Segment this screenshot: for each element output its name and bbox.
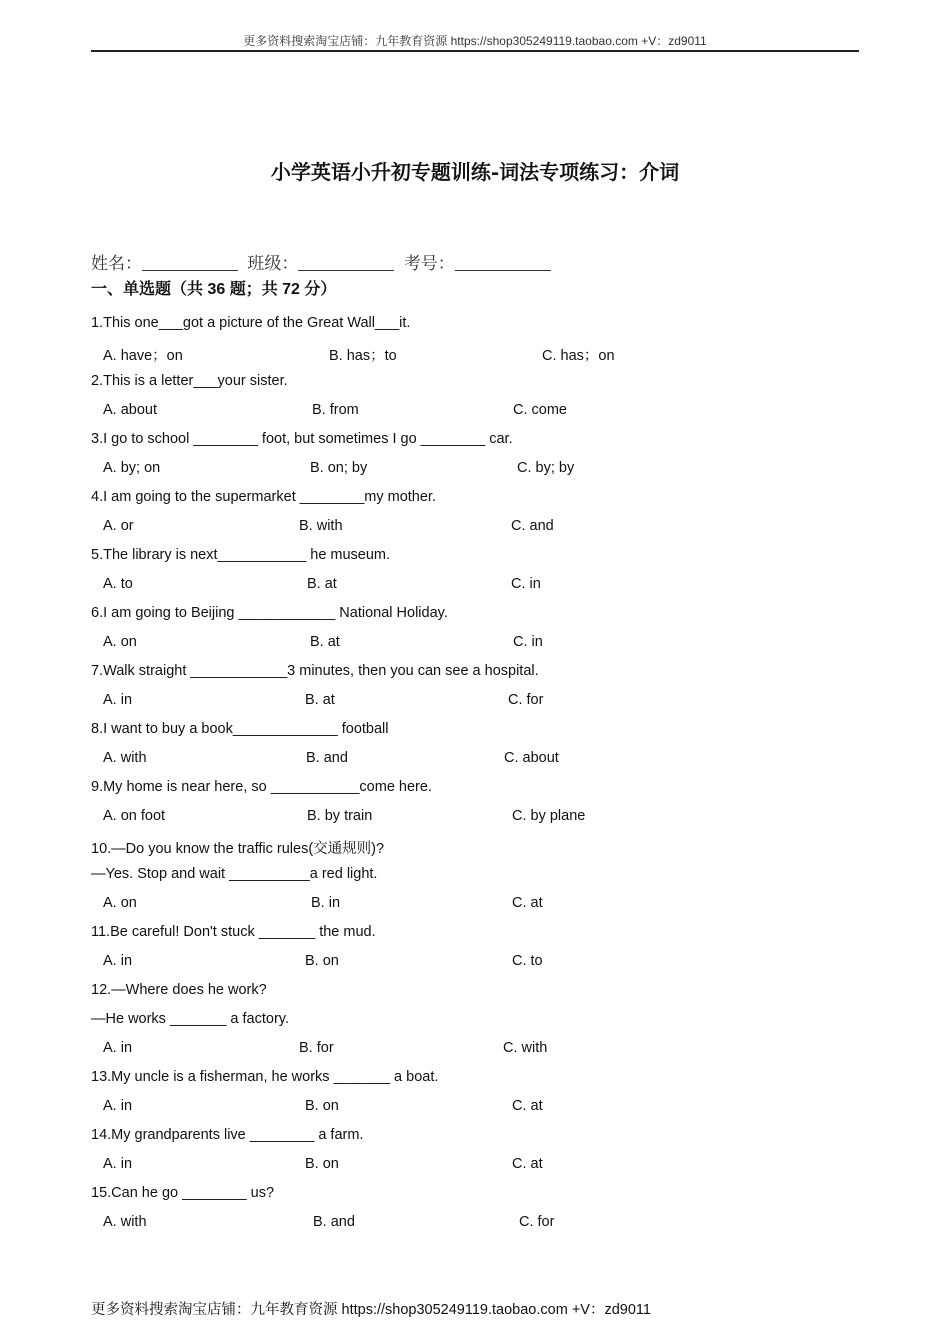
answer-option-b: B. by train [307, 808, 373, 824]
question-subline: —Yes. Stop and wait __________a red light. [91, 866, 378, 882]
question-text: 5.The library is next___________ he museum. [91, 547, 391, 563]
document-title: 小学英语小升初专题训练-词法专项练习：介词 [270, 160, 680, 184]
answer-option-a: A. in [103, 1098, 133, 1114]
exam-number-blank [455, 254, 551, 271]
answer-option-b: B. at [310, 634, 340, 650]
answer-option-a: A. with [103, 1214, 147, 1230]
answer-option-c: C. to [512, 953, 543, 969]
question-text: 9.My home is near here, so ___________come here. [91, 779, 432, 795]
question-text: 11.Be careful! Don't stuck _______ the mud. [91, 924, 376, 940]
question-text: 15.Can he go ________ us? [91, 1185, 275, 1201]
answer-option-b: B. on [305, 1098, 339, 1114]
answer-option-c: C. by plane [512, 808, 586, 824]
answer-option-b: B. in [311, 895, 341, 911]
answer-option-b: B. on; by [310, 460, 368, 476]
question-text: 14.My grandparents live ________ a farm. [91, 1127, 364, 1143]
answer-option-c: C. at [512, 1098, 543, 1114]
answer-option-a: A. on [103, 634, 137, 650]
question-subline: —He works _______ a factory. [91, 1011, 289, 1027]
answer-option-a: A. in [103, 1040, 133, 1056]
answer-option-b: B. and [313, 1214, 355, 1230]
answer-option-b: B. from [312, 402, 359, 418]
answer-option-a: A. in [103, 1156, 133, 1172]
answer-option-b: B. for [299, 1040, 334, 1056]
question-text: 6.I am going to Beijing ____________ National Holiday. [91, 605, 448, 621]
class-label: 班级： [247, 254, 299, 274]
answer-option-a: A. have；on [103, 348, 183, 364]
answer-option-b: B. with [299, 518, 343, 534]
answer-option-c: C. at [512, 1156, 543, 1172]
exam-number-label: 考号： [403, 254, 455, 274]
page-footer [91, 1298, 651, 1319]
answer-option-c: C. has；on [542, 348, 615, 364]
answer-option-c: C. and [511, 518, 554, 534]
answer-option-a: A. in [103, 692, 133, 708]
answer-option-b: B. on [305, 953, 339, 969]
name-label: 姓名： [91, 254, 142, 274]
answer-option-b: B. at [307, 576, 337, 592]
answer-option-b: B. on [305, 1156, 339, 1172]
question-text: 12.—Where does he work? [91, 982, 267, 998]
question-text: 7.Walk straight ____________3 minutes, then you can see a hospital. [91, 663, 539, 679]
answer-option-c: C. with [503, 1040, 548, 1056]
answer-option-c: C. by; by [517, 460, 575, 476]
answer-option-b: B. and [306, 750, 348, 766]
answer-option-a: A. by; on [103, 460, 161, 476]
question-text: 8.I want to buy a book_____________ football [91, 721, 389, 737]
class-blank [298, 254, 394, 271]
answer-option-c: C. come [513, 402, 567, 418]
answer-option-a: A. to [103, 576, 133, 592]
header-text: 更多资料搜索淘宝店铺：九年教育资源 https://shop305249119.taobao.com +V：zd9011 [243, 34, 707, 48]
page-header [91, 33, 859, 52]
answer-option-c: C. for [519, 1214, 555, 1230]
answer-option-a: A. on [103, 895, 137, 911]
answer-option-a: A. in [103, 953, 133, 969]
question-text: 1.This one___got a picture of the Great Wall___it. [91, 315, 411, 331]
question-text: 10.—Do you know the traffic rules(交通规则)? [91, 841, 385, 857]
answer-option-c: C. in [511, 576, 541, 592]
question-text: 3.I go to school ________ foot, but sometimes I go ________ car. [91, 431, 513, 447]
question-text: 2.This is a letter___your sister. [91, 373, 288, 389]
answer-option-c: C. for [508, 692, 544, 708]
answer-option-a: A. on foot [103, 808, 166, 824]
answer-option-a: A. with [103, 750, 147, 766]
answer-option-c: C. at [512, 895, 543, 911]
student-info-line [91, 249, 555, 274]
answer-option-a: A. or [103, 518, 134, 534]
answer-option-a: A. about [103, 402, 158, 418]
answer-option-c: C. about [504, 750, 559, 766]
answer-option-b: B. has；to [329, 348, 397, 364]
answer-option-b: B. at [305, 692, 335, 708]
name-blank [142, 254, 238, 271]
answer-option-c: C. in [513, 634, 543, 650]
question-text: 13.My uncle is a fisherman, he works _______ a boat. [91, 1069, 439, 1085]
section-heading: 一、单选题（共 36 题；共 72 分） [91, 281, 337, 298]
question-text: 4.I am going to the supermarket ________my mother. [91, 489, 436, 505]
footer-text: 更多资料搜索淘宝店铺：九年教育资源 https://shop305249119.taobao.com +V：zd9011 [91, 1302, 651, 1318]
